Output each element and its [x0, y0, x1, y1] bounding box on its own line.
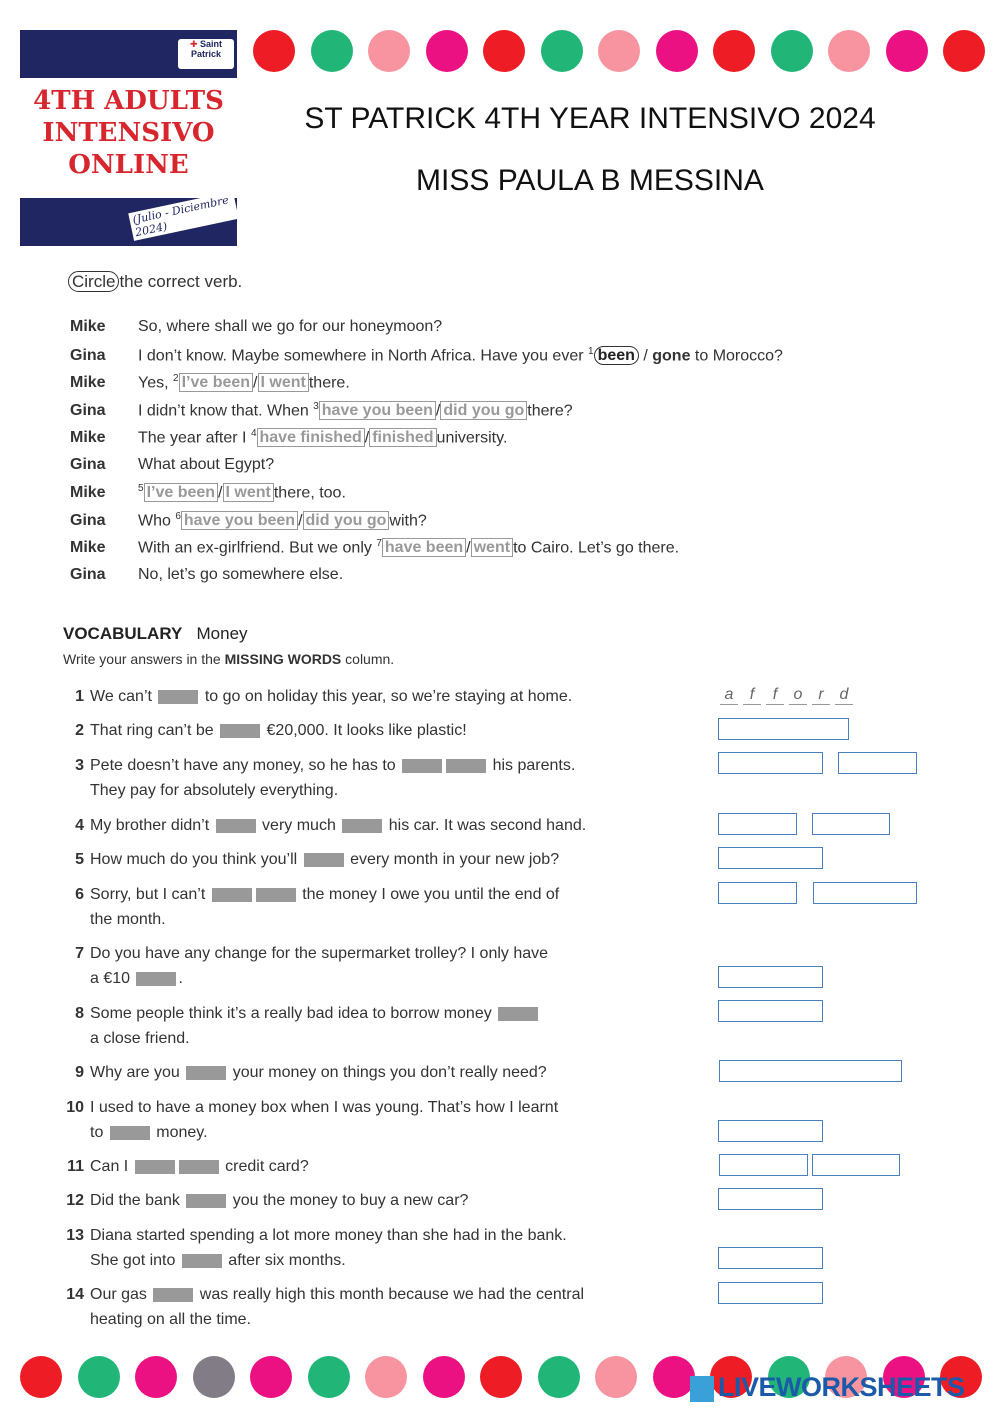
dialogue-line — [70, 428, 507, 454]
decorative-dot — [253, 30, 295, 72]
answer-field-11b[interactable] — [812, 1154, 900, 1176]
line-text: So, where shall we go for our honeymoon? — [138, 318, 443, 335]
dialogue-line — [70, 346, 783, 372]
blank-gap — [135, 1160, 175, 1174]
option-2[interactable]: finished — [369, 428, 436, 447]
speaker-name: Gina — [70, 511, 106, 529]
dialogue-line — [70, 483, 346, 509]
decorative-dot — [828, 30, 870, 72]
dialogue-line — [70, 511, 427, 537]
blank-gap — [256, 888, 296, 902]
question-item — [50, 1095, 558, 1145]
answer-field-4a[interactable] — [718, 813, 797, 835]
option-1[interactable]: have finished — [257, 428, 365, 447]
question-text: How much do you think you’ll — [90, 851, 302, 868]
line-text: What about Egypt? — [138, 455, 275, 473]
question-line — [50, 1307, 584, 1332]
example-letter: f — [743, 686, 761, 705]
question-text: your money on things you don’t really need? — [228, 1064, 547, 1081]
example-letter: r — [812, 686, 830, 705]
question-line — [50, 684, 572, 709]
speaker-name: Gina — [70, 401, 106, 419]
decorative-dot — [480, 1356, 522, 1398]
question-number: 14 — [66, 1286, 84, 1303]
option-separator: / — [435, 401, 441, 419]
answer-field-3b[interactable] — [838, 752, 917, 774]
blank-gap — [136, 972, 176, 986]
question-number: 10 — [66, 1099, 84, 1116]
question-item — [50, 1154, 309, 1179]
option-1[interactable]: have been — [382, 538, 466, 557]
question-number: 5 — [75, 851, 84, 868]
question-line — [50, 1026, 540, 1051]
question-number: 13 — [66, 1227, 84, 1244]
blank-gap — [179, 1160, 219, 1174]
teacher-name: MISS PAULA B MESSINA — [416, 164, 764, 197]
question-number: 1 — [75, 688, 84, 705]
line-text: Yes, — [138, 374, 173, 392]
decorative-dot — [943, 30, 985, 72]
blank-gap — [304, 853, 344, 867]
question-item — [50, 1282, 584, 1332]
question-item — [50, 847, 559, 872]
question-text: Sorry, but I can’t — [90, 886, 210, 903]
answer-field-11a[interactable] — [719, 1154, 808, 1176]
question-line — [50, 941, 548, 966]
decorative-dot — [426, 30, 468, 72]
decorative-dot — [365, 1356, 407, 1398]
speaker-name: Gina — [70, 565, 106, 583]
exercise-instruction: Circle the correct verb. — [68, 272, 242, 292]
item-number: 1 — [588, 345, 594, 357]
question-text: Some people think it’s a really bad idea to borrow money — [90, 1005, 497, 1022]
decorative-dot — [595, 1356, 637, 1398]
question-text: his car. It was second hand. — [384, 817, 587, 834]
question-text: Can I — [90, 1158, 133, 1175]
answer-field-6b[interactable] — [813, 882, 917, 904]
speaker-name: Mike — [70, 539, 106, 557]
answer-field-5[interactable] — [718, 847, 823, 869]
option-separator: / — [218, 484, 223, 502]
answer-field-12[interactable] — [718, 1188, 823, 1210]
logo-brand: ✚ Saint Patrick — [178, 39, 234, 69]
answer-field-7[interactable] — [718, 966, 823, 988]
question-item — [50, 1001, 540, 1051]
question-text: you the money to buy a new car? — [228, 1192, 469, 1209]
option-1[interactable]: have you been — [319, 401, 436, 420]
answer-field-2[interactable] — [718, 718, 849, 740]
question-text: after six months. — [223, 1252, 346, 1269]
decorative-dot — [193, 1356, 235, 1398]
question-text: heating on all the time. — [90, 1311, 251, 1328]
blank-gap — [498, 1007, 538, 1021]
answer-field-13[interactable] — [718, 1247, 823, 1269]
question-number: 4 — [75, 817, 84, 834]
dialogue-line — [70, 456, 274, 482]
blank-gap — [212, 888, 252, 902]
example-letter: o — [789, 686, 807, 705]
dialogue-line — [70, 566, 343, 592]
question-number: 2 — [75, 722, 84, 739]
dialogue-line — [70, 538, 679, 564]
question-text: money. — [151, 1124, 208, 1141]
question-number: 8 — [75, 1005, 84, 1022]
option-2[interactable]: went — [471, 538, 513, 557]
blank-gap — [446, 759, 486, 773]
speaker-name: Gina — [70, 455, 106, 473]
question-line — [50, 847, 559, 872]
vocabulary-heading: VOCABULARY Money — [63, 624, 248, 643]
question-line — [50, 753, 575, 778]
question-line — [50, 966, 548, 991]
line-text: I don’t know. Maybe somewhere in North Africa. Have you ever — [138, 346, 588, 364]
line-text: to Morocco? — [690, 346, 783, 364]
line-text: Who — [138, 511, 176, 529]
line-text: No, let’s go somewhere else. — [138, 565, 344, 583]
question-item — [50, 684, 572, 709]
item-number: 5 — [138, 483, 144, 494]
decorative-dot — [250, 1356, 292, 1398]
speaker-name: Mike — [70, 318, 106, 335]
decorative-dot — [541, 30, 583, 72]
option-2: gone — [652, 346, 691, 364]
option-2[interactable]: I went — [258, 373, 309, 392]
answer-field-10[interactable] — [718, 1120, 823, 1142]
option-1-circled: been — [594, 346, 639, 365]
speaker-name: Mike — [70, 374, 106, 392]
blank-gap — [342, 819, 382, 833]
question-line — [50, 1188, 468, 1213]
decorative-dot — [308, 1356, 350, 1398]
blank-gap — [220, 724, 260, 738]
question-line — [50, 1154, 309, 1179]
item-number: 7 — [376, 538, 382, 549]
question-text: She got into — [90, 1252, 180, 1269]
blank-gap — [216, 819, 256, 833]
blank-gap — [182, 1254, 222, 1268]
question-text: his parents. — [488, 757, 576, 774]
blank-gap — [153, 1288, 193, 1302]
line-text: there, too. — [273, 484, 346, 502]
decorative-dot — [713, 30, 755, 72]
question-text: Did the bank — [90, 1192, 185, 1209]
option-2[interactable]: did you go — [303, 511, 390, 530]
option-separator: / — [364, 429, 370, 447]
blank-gap — [110, 1126, 150, 1140]
school-logo — [20, 30, 237, 246]
question-text: was really high this month because we had the central — [195, 1286, 585, 1303]
speaker-name: Mike — [70, 484, 106, 502]
decorative-dot — [598, 30, 640, 72]
question-line — [50, 907, 559, 932]
question-text: every month in your new job? — [345, 851, 560, 868]
flag-icon: ✚ — [189, 39, 198, 49]
question-text: a close friend. — [90, 1030, 190, 1047]
option-1[interactable]: I’ve been — [144, 483, 218, 502]
question-text: a €10 — [90, 970, 135, 987]
logo-title: 4TH ADULTS INTENSIVO ONLINE — [33, 86, 224, 180]
line-text: I didn’t know that. When — [138, 401, 314, 419]
option-2[interactable]: did you go — [440, 401, 527, 420]
blank-gap — [186, 1194, 226, 1208]
speaker-name: Mike — [70, 429, 106, 447]
option-separator: / — [253, 374, 258, 392]
question-text: Do you have any change for the supermarket trolley? I only have — [90, 945, 549, 962]
question-text: the month. — [90, 911, 166, 928]
question-text: . — [178, 970, 183, 987]
question-text: to go on holiday this year, so we’re staying at home. — [200, 688, 573, 705]
blank-gap — [402, 759, 442, 773]
question-number: 12 — [66, 1192, 84, 1209]
item-number: 6 — [175, 510, 181, 522]
decorative-dot — [653, 1356, 695, 1398]
decorative-dot — [311, 30, 353, 72]
question-text: very much — [257, 817, 341, 834]
example-letter: f — [766, 686, 784, 705]
question-number: 11 — [67, 1158, 84, 1175]
question-item — [50, 882, 559, 932]
answer-field-4b[interactable] — [812, 813, 890, 835]
question-line — [50, 813, 586, 838]
question-text: credit card? — [220, 1158, 309, 1175]
logo-dates: (Julio - Diciembre 2024) — [128, 191, 237, 241]
question-item — [50, 941, 548, 991]
blank-gap — [186, 1066, 226, 1080]
line-text: The year after I — [138, 429, 251, 447]
line-text: to Cairo. Let’s go there. — [513, 539, 680, 557]
decorative-dot — [483, 30, 525, 72]
dialogue-line — [70, 373, 350, 399]
question-item — [50, 1060, 547, 1085]
line-text: with? — [389, 511, 427, 529]
decorative-dot — [78, 1356, 120, 1398]
question-item — [50, 813, 586, 838]
example-letter: d — [835, 686, 853, 705]
liveworksheets-icon — [690, 1376, 714, 1402]
question-item — [50, 718, 467, 743]
option-separator: / — [638, 346, 653, 364]
question-text: They pay for absolutely everything. — [90, 782, 339, 799]
line-text: university. — [436, 429, 508, 447]
option-1[interactable]: I’ve been — [179, 373, 253, 392]
question-text: We can’t — [90, 688, 157, 705]
question-line — [50, 882, 559, 907]
example-letter: a — [720, 686, 738, 705]
dialogue-line — [70, 318, 442, 344]
question-line — [50, 1095, 558, 1120]
item-number: 3 — [313, 400, 319, 412]
question-number: 3 — [75, 757, 84, 774]
question-item — [50, 1223, 567, 1273]
decorative-dot — [886, 30, 928, 72]
line-text: there. — [308, 374, 350, 392]
question-line — [50, 1282, 584, 1307]
question-number: 9 — [75, 1064, 84, 1081]
decorative-dot — [771, 30, 813, 72]
answer-field-8[interactable] — [718, 1000, 823, 1022]
question-line — [50, 718, 467, 743]
page-title: ST PATRICK 4TH YEAR INTENSIVO 2024 — [304, 102, 876, 135]
question-number: 6 — [75, 886, 84, 903]
answer-field-14[interactable] — [718, 1282, 823, 1304]
question-line — [50, 1248, 567, 1273]
question-text: to — [90, 1124, 108, 1141]
question-text: Diana started spending a lot more money than she had in the bank. — [90, 1227, 567, 1244]
question-item — [50, 753, 575, 803]
speaker-name: Gina — [70, 346, 106, 364]
question-text: €20,000. It looks like plastic! — [262, 722, 467, 739]
dialogue-line — [70, 401, 573, 427]
item-number: 4 — [250, 428, 257, 439]
question-text: I used to have a money box when I was young. That’s how I learnt — [90, 1099, 559, 1116]
option-2[interactable]: I went — [223, 483, 274, 502]
liveworksheets-logo: LIVEWORKSHEETS — [690, 1372, 965, 1403]
vocabulary-instruction: Write your answers in the MISSING WORDS column. — [63, 651, 395, 667]
answer-field-3a[interactable] — [718, 752, 823, 774]
question-item — [50, 1188, 468, 1213]
item-number: 2 — [173, 373, 179, 384]
question-line — [50, 1120, 558, 1145]
question-text: My brother didn’t — [90, 817, 214, 834]
line-text: there? — [527, 401, 573, 419]
question-line — [50, 1223, 567, 1248]
answer-field-6a[interactable] — [718, 882, 797, 904]
question-line — [50, 1060, 547, 1085]
answer-field-9[interactable] — [719, 1060, 902, 1082]
option-separator: / — [298, 511, 303, 529]
question-text: the money I owe you until the end of — [297, 886, 560, 903]
question-text: That ring can’t be — [90, 722, 219, 739]
option-1[interactable]: have you been — [181, 511, 298, 530]
question-text: Why are you — [90, 1064, 185, 1081]
line-text: With an ex-girlfriend. But we only — [138, 539, 377, 557]
decorative-dot — [135, 1356, 177, 1398]
question-number: 7 — [75, 945, 84, 962]
blank-gap — [158, 690, 198, 704]
decorative-dot — [538, 1356, 580, 1398]
question-line — [50, 1001, 540, 1026]
decorative-dot — [20, 1356, 62, 1398]
decorative-dot — [368, 30, 410, 72]
option-separator: / — [466, 539, 471, 557]
decorative-dot — [656, 30, 698, 72]
example-answer — [720, 686, 858, 705]
decorative-dot — [423, 1356, 465, 1398]
question-text: Pete doesn’t have any money, so he has to — [90, 757, 401, 774]
question-text: Our gas — [90, 1286, 152, 1303]
question-line — [50, 778, 575, 803]
